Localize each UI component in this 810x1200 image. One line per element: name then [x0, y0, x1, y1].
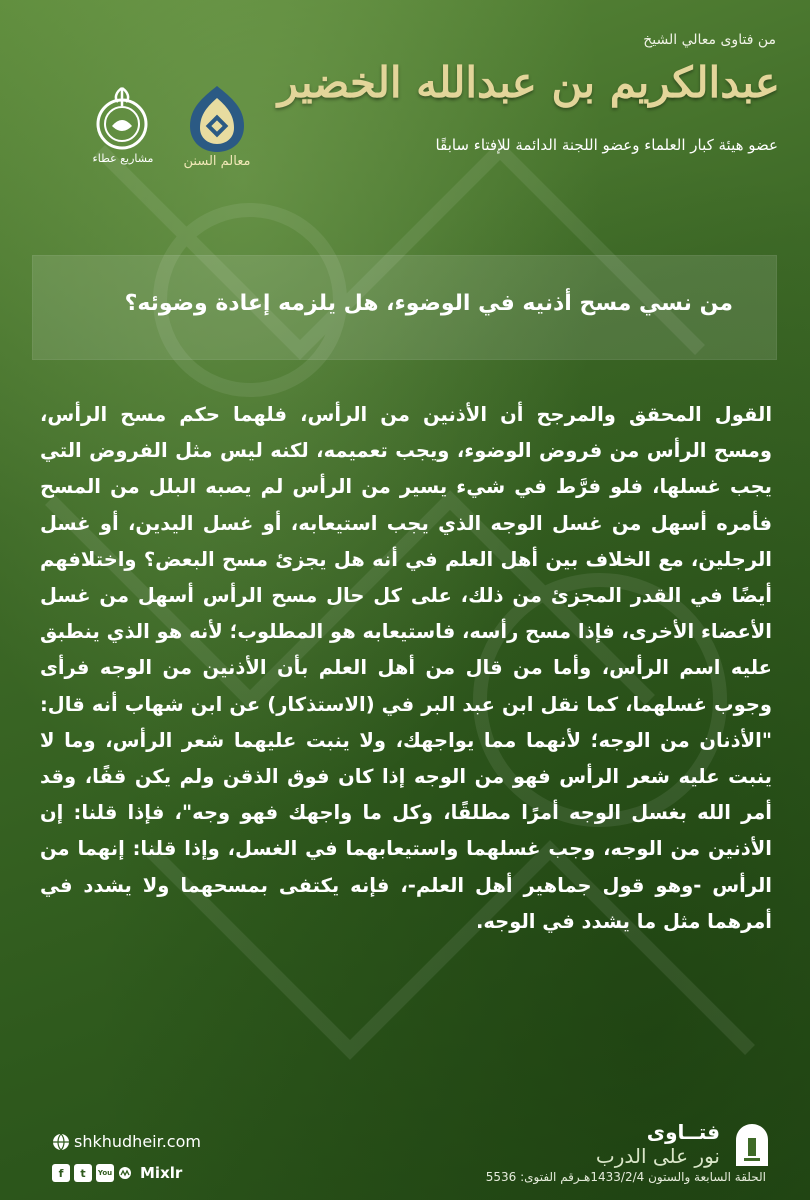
facebook-icon[interactable]: f	[52, 1164, 70, 1182]
website-link[interactable]: shkhudheir.com	[74, 1132, 201, 1151]
maalim-logo-icon	[182, 84, 252, 154]
sheikh-name: عبدالكريم بن عبدالله الخضير	[277, 58, 780, 107]
question-text: من نسي مسح أذنيه في الوضوء، هل يلزمه إعادة وضوئه؟	[124, 291, 733, 316]
footer	[0, 1090, 810, 1200]
atta-logo-label: مشاريع عطاء	[92, 152, 154, 165]
atta-logo-icon	[94, 84, 150, 154]
header	[0, 0, 810, 240]
social-links	[52, 1164, 182, 1182]
sheikh-title: عضو هيئة كبار العلماء وعضو اللجنة الدائمة للإفتاء سابقًا	[435, 136, 778, 154]
twitter-icon[interactable]: t	[74, 1164, 92, 1182]
answer-text: القول المحقق والمرجح أن الأذنين من الرأس، فلهما حكم مسح الرأس، ومسح الرأس من فروض الوضوء، ويجب تعميمه، لكنه ليس مثل الفروض التي يجب غسلها، فلو فرَّط في شيء يسير من الرأس لم يصبه البلل من المسح فأمره أسهل من غسل الوجه الذي يجب استيعابه، أو غسل اليدين، أو غسل الرجلين، مع الخلاف بين أهل العلم في أنه هل يجزئ مسح البعض؟ واختلافهم أيضًا في القدر المجزئ من ذلك، على كل حال مسح الرأس أسهل من غسل الأعضاء الأخرى، فإذا مسح رأسه، فاستيعابه هو المطلوب؛ لأنه هو الذي ينطبق عليه اسم الرأس، وأما من قال من أهل العلم بأن الأذنين من الوجه فرأى وجوب غسلهما، كما نقل ابن عبد البر في (الاستذكار) عن ابن شهاب أنه قال: "الأذنان من الوجه؛ لأنهما مما يواجهك، ولا ينبت عليهما شعر الرأس، وما لا ينبت عليه شعر الرأس فهو من الوجه إذا كان فوق الذقن ولم يكن قفًا، وقد أمر الله بغسل الوجه أمرًا مطلقًا، وكل ما واجهك فهو وجه"، فإذا قلنا: إن الأذنين من الوجه، وجب غسلهما واستيعابهما في الغسل، وإذا قلنا: إنهما من الرأس -وهو قول جماهير أهل العلم-، فإنه يكتفى بمسحهما ولا يشدد في أمرهما مثل ما يشدد في الوجه.	[40, 403, 772, 933]
question-box	[32, 255, 777, 360]
intro-text: من فتاوى معالي الشيخ	[643, 32, 776, 48]
episode-info: الحلقة السابعة والستون 1433/2/4هـرقم الفتوى: 5536	[485, 1170, 766, 1184]
mixlr-label[interactable]: Mixlr	[140, 1164, 183, 1182]
maalim-logo-label: معالم السنن	[183, 154, 251, 169]
mixlr-icon[interactable]	[118, 1166, 132, 1180]
youtube-icon[interactable]: You	[96, 1164, 114, 1182]
program-name-line2: نور على الدرب	[595, 1144, 720, 1168]
globe-icon	[52, 1133, 70, 1151]
program-logo-icon	[732, 1122, 772, 1168]
program-name-line1: فتــاوى	[646, 1120, 720, 1144]
